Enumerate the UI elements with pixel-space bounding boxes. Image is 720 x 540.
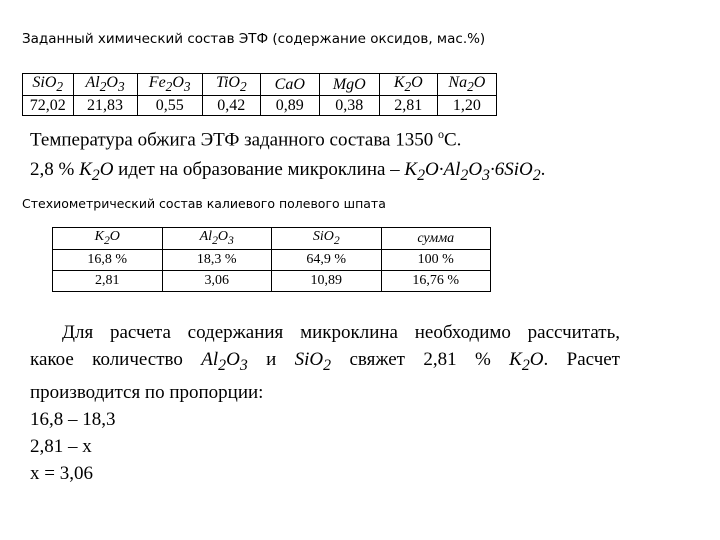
header-cao: CaO — [260, 74, 319, 96]
value-cao: 0,89 — [260, 96, 319, 116]
stoich-header-sio2: SiO$_2$ — [272, 228, 382, 250]
paragraph-line-1: Для расчета содержания микроклина необходимо рассчитать, — [62, 322, 620, 343]
header-sio2: SiO$_2$ — [23, 74, 74, 96]
stoich-cell: 3,06 — [162, 270, 272, 291]
stoich-percent-row — [53, 249, 491, 270]
header-na2o: $Na_2O$ — [437, 74, 496, 96]
stoich-cell: 16,8 % — [53, 249, 163, 270]
value-fe2o3: 0,55 — [137, 96, 202, 116]
proportion-line-2: 2,81 – х — [30, 435, 92, 457]
stoich-header-k2o: $K_2O$ — [53, 228, 163, 250]
header-fe2o3: $Fe_2O_3$ — [137, 74, 202, 96]
value-na2o: 1,20 — [437, 96, 496, 116]
calculation-paragraph — [30, 319, 620, 487]
firing-temperature-line: Температура обжига ЭТФ заданного состава 1350 $^о$С. — [30, 127, 462, 151]
proportion-result: х = 3,06 — [30, 462, 93, 484]
header-mgo: MgO — [319, 74, 379, 96]
value-tio2: 0,42 — [202, 96, 260, 116]
stoich-header-row — [53, 228, 491, 250]
oxides-table — [22, 73, 497, 116]
microcline-line: 2,8 % $K_2O$ идет на образование микроклина – $K_2O\cdot Al_2O_3\cdot 6SiO_2$. — [30, 159, 546, 184]
proportion-line-1: 16,8 – 18,3 — [30, 408, 116, 430]
stoich-header-sum: сумма — [381, 228, 491, 250]
paragraph-line-2: какое количество $Al_2O_3$ и SiO$_2$ свяжет 2,81 % $K_2O$. Расчет — [30, 349, 620, 374]
value-sio2: 72,02 — [23, 96, 74, 116]
value-al2o3: 21,83 — [73, 96, 137, 116]
oxides-values-row — [23, 96, 497, 116]
stoich-cell: 100 % — [381, 249, 491, 270]
stoich-cell: 18,3 % — [162, 249, 272, 270]
header-tio2: TiO$_2$ — [202, 74, 260, 96]
value-k2o: 2,81 — [379, 96, 437, 116]
stoichiometric-title: Стехиометрический состав калиевого полевого шпата — [22, 196, 386, 211]
value-mgo: 0,38 — [319, 96, 379, 116]
header-al2o3: $Al_2O_3$ — [73, 74, 137, 96]
stoich-cell: 16,76 % — [381, 270, 491, 291]
paragraph-line-3: производится по пропорции: — [30, 381, 264, 403]
oxides-header-row — [23, 74, 497, 96]
composition-title: Заданный химический состав ЭТФ (содержание оксидов, мас.%) — [22, 31, 486, 47]
stoich-cell: 2,81 — [53, 270, 163, 291]
stoich-cell: 64,9 % — [272, 249, 382, 270]
stoich-mass-row — [53, 270, 491, 291]
stoichiometric-table — [52, 227, 491, 292]
stoich-cell: 10,89 — [272, 270, 382, 291]
header-k2o: $K_2O$ — [379, 74, 437, 96]
stoich-header-al2o3: $Al_2O_3$ — [162, 228, 272, 250]
